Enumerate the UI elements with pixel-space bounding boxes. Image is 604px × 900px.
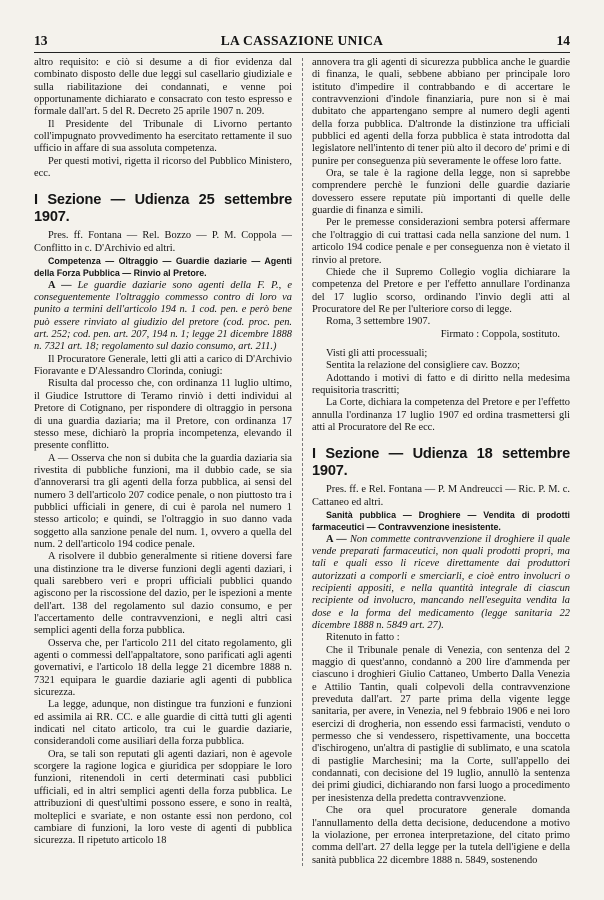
court-composition: Pres. ff. e Rel. Fontana — P. M Andreucci — Ric. P. M. c. Cattaneo ed altri.: [312, 484, 570, 508]
visti-line: Adottando i motivi di fatto e di diritto nella medesima requisitoria trascritti;: [312, 372, 570, 396]
section-heading: I Sezione — Udienza 18 settembre 1907.: [312, 446, 570, 480]
spacer: [312, 341, 570, 348]
signature-line: Firmato : Coppola, sostituto.: [440, 328, 560, 340]
massima: [312, 534, 570, 633]
court-composition: Pres. ff. Fontana — Rel. Bozzo — P. M. Coppola — Conflitto in c. D'Archivio ed altri.: [34, 230, 292, 254]
right-column: [312, 57, 570, 869]
massima-letter: A —: [48, 279, 72, 291]
massima-letter: A —: [326, 533, 347, 545]
paragraph: Ora, se tale è la ragione della legge, non si saprebbe comprendere perchè le funzioni delle guardie daziarie dovessero essere reputate più importanti di quelle delle guardie di finanza e simili.: [312, 168, 570, 217]
page-number-left: 13: [34, 33, 48, 48]
massima-text: Non commette contravvenzione il droghiere il quale vende preparati farmaceutici, non quali prodotti propri, ma tali e quali esso li riceve direttamente dai produttori autorizzati a comporli e smerciarli, e cioè entro involucri o recipienti appositi, e nella quantità integrale di ciascun recipiente od involucro, mancando nell'eseguita vendita la dose e la forma del medicamento (legge sanitaria 22 dicembre 1888 n. 5849 art. 27).: [312, 533, 570, 631]
paragraph: Che il Tribunale penale di Venezia, con sentenza del 2 maggio di quest'anno, condannò a 200 lire d'ammenda per ciascuno i droghieri Giulio Cattaneo, Umberto Dalla Venezia e Attilio Tantin, quali colpevoli della contravvenzione preveduta dall'art. 27 parte prima della vigente legge sanitaria, per avere, in Venezia, nel 9 febbraio 1906 e nei loro esercizi di drogheria, non essendo essi farmacisti, venduto o permesso che si vendessero, rispettivamente, una boccetta d'ischirogeno, un'altra di pastiglie di sublimato, e una scatola di pastiglie Marchesini; ma la Corte, sull'appello dei condannati, con decisione del 19 luglio, annullò la sentenza dei primi giudici, dichiarando non farsi luogo a procedimento per inesistenza della predetta contravvenzione.: [312, 644, 570, 804]
page-header: [34, 33, 570, 49]
massima-heading: Sanità pubblica — Droghiere — Vendita di prodotti farmaceutici — Contravvenzione inesistente.: [312, 510, 570, 533]
massima-heading: Competenza — Oltraggio — Guardie daziarie — Agenti della Forza Pubblica — Rinvio al Pretore.: [34, 256, 292, 279]
paragraph: Osserva che, per l'articolo 211 del citato regolamento, gli agenti o commessi dell'appaltatore, sono parificati agli agenti governativi, e l'articolo 18 della legge 21 dicembre 1888 n. 7321 equipara le guardie daziarie agli agenti di pubblica sicurezza.: [34, 637, 292, 699]
massima: [34, 280, 292, 354]
paragraph: La legge, adunque, non distingue tra funzioni e funzioni ed assimila ai RR. CC. e alle guardie di città tutti gli agenti indicati nel citato articolo, tra cui le guardie daziarie, considerandoli come ausiliari della forza pubblica.: [34, 699, 292, 748]
journal-title: LA CASSAZIONE UNICA: [220, 33, 384, 48]
ruling: La Corte, dichiara la competenza del Pretore e per l'effetto annulla l'ordinanza 17 luglio 1907 ed ordina trasmettersi gli atti al Procuratore del Re ecc.: [312, 397, 570, 433]
paragraph: altro requisito: e ciò si desume a di fior evidenza dal combinato disposto delle due leggi sul casellario giudiziale e sulla riabilitazione dei condannati, e venne poi opportunamente dichiarato e consacrato con testo espresso e formale dall'art. 5 del R. Decreto 25 aprile 1907 n. 209.: [34, 57, 292, 118]
paragraph: Per le premesse considerazioni sembra potersi affermare che l'oltraggio di cui trattasi cada nella sanzione del num. 1 articolo 194 codice penale e per conseguenza non è vietato il rinvio al pretore.: [312, 217, 570, 266]
visti-line: Visti gli atti processuali;: [326, 347, 428, 359]
header-rule: [34, 52, 570, 53]
paragraph: Il Presidente del Tribunale di Livorno pertanto coll'impugnato provvedimento ha esercitato rettamente il suo ufficio in affare di sua assoluta competenza.: [34, 118, 292, 155]
massima-text: Le guardie daziarie sono agenti della F. P., e conseguentemente l'oltraggio commesso contro di loro va punito a termini dell'articolo 194 n. 1 cod. pen. e però bene può essere rinviato al giudizio del pretore (cod. proc. pen. art. 252; cod. pen. art. 207, 194 n. 1; legge 21 dicembre 1888 n. 7321 art. 18; regolamento sul dazio consumo, art. 211.): [34, 279, 292, 353]
page-number-right: 14: [556, 33, 570, 48]
visti-line: Sentita la relazione del consigliere cav. Bozzo;: [326, 360, 521, 372]
paragraph: Chiede che il Supremo Collegio voglia dichiarare la competenza del Pretore e per l'effetto annullare l'ordinanza del 17 luglio scorso, ordinando l'invio degli atti al Procuratore del Re per l'ulteriore corso di legge.: [312, 266, 570, 315]
paragraph: A risolvere il dubbio generalmente si ritiene doversi fare una distinzione tra le diverse funzioni degli agenti daziari, i quali sarebbero veri e propri ufficiali pubblici quando agiscono per la riscossione del dazio, per le ispezioni a mente dell'art. 138 del regolamento sul dazio consumo, e per l'accertamento delle contravvenzioni, e negli altri casi semplici agenti della forza pubblica.: [34, 551, 292, 637]
left-column: [34, 57, 292, 869]
paragraph: Che ora quel procuratore generale domanda l'annullamento della detta decisione, deducendone a motivo la violazione, per erronea interpretazione, del citato primo comma dell'art. 27 della legge per la tutela dell'igiene e della sanità pubblica 22 dicembre 1888 n. 5849, sostenendo: [312, 805, 570, 866]
section-heading: I Sezione — Udienza 25 settembre 1907.: [34, 192, 292, 226]
column-separator: [302, 58, 303, 866]
paragraph: Il Procuratore Generale, letti gli atti a carico di D'Archivio Fioravante e D'Alessandro Clorinda, coniugi:: [34, 353, 292, 378]
paragraph: Risulta dal processo che, con ordinanza 11 luglio ultimo, il Giudice Istruttore di Teramo rinviò i detti individui al Pretore di Cotignano, per rispondere di oltraggio in persona di una guardia daziaria; ma il Pretore, con ordinanza 17 stesso mese, dichiarò la propria incompetenza, elevando il presente conflitto.: [34, 378, 292, 452]
paragraph: Per questi motivi, rigetta il ricorso del Pubblico Ministero, ecc.: [34, 155, 292, 180]
paragraph: annovera tra gli agenti di sicurezza pubblica anche le guardie di finanza, le quali, sebbene abbiano per principale loro istituto d'impedire il contrabbando e di accertare le contravvenzioni d'indole finanziaria, pure non si è mai dubitato che appartengano sempre al numero degli agenti della forza pubblica. D'altronde la distinzione tra ufficiali pubblici ed agenti della forza pubblica è stata introdotta dal legislatore nell'intento di tener più alto il decoro de' primi e di punire per conseguenza più severamente le offese loro fatte.: [312, 57, 570, 167]
ritenuto-line: Ritenuto in fatto :: [326, 632, 400, 644]
paragraph: A — Osserva che non si dubita che la guardia daziaria sia rivestita di pubbliche funzioni, ma il dubbio cade, se sia d'annoverarsi tra gli agenti della forza pubblica, ai sensi del numero 3 dell'articolo 207 codice penale, o non piuttosto tra i pubblici ufficiali in genere, di cui è parola nel numero 1 stesso articolo; e quindi, se l'oltraggio in suo danno vada soggetto alla sanzione penale del num. 1, ovvero a quella del num. 2 dell'articolo 194 codice penale.: [34, 452, 292, 550]
date-line: Roma, 3 settembre 1907.: [326, 316, 431, 328]
paragraph: Ora, se tali son reputati gli agenti daziari, non è agevole scorgere la ragione logica e giuridica per sdoppiare le loro funzioni, ritenendoli in certi determinati casi pubblici ufficiali, ed in altri semplici agenti della forza pubblica. Le attribuzioni di quest'ultimi possono essere, e sono in realtà, molteplici e svariate, e non ostante essi non perdono, col cambiare di funzioni, la loro veste di agenti di pubblica sicurezza. Il ripetuto articolo 18: [34, 748, 292, 847]
